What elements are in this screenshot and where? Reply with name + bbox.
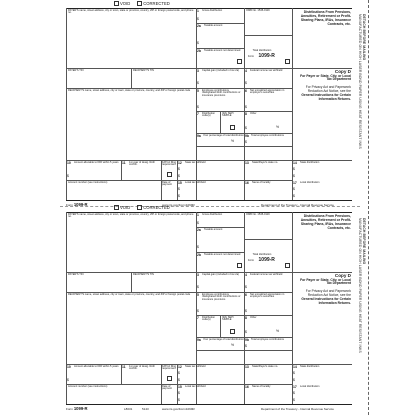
copy-d-subtitle: For Payer or State, City, or Local Tax Department xyxy=(300,73,351,82)
total-distribution-checkbox-2[interactable] xyxy=(285,263,290,268)
box14-label: State distribution xyxy=(300,160,320,164)
corrected-checkbox-2[interactable] xyxy=(137,205,170,210)
footer-dept-2: Department of the Treasury - Internal Revenue Service xyxy=(261,406,334,411)
copy-d-title-2: Copy D xyxy=(334,273,351,278)
box2a-dollar-2: $ xyxy=(197,245,199,249)
footer-form-word-2: Form xyxy=(66,407,73,411)
box2a-label-2: Taxable amount xyxy=(204,228,223,231)
box2a-field[interactable] xyxy=(203,32,243,47)
account-number-label-2: Account number (see instructions) xyxy=(68,384,108,388)
box5-number: 5 xyxy=(197,89,199,93)
payer-name-label: PAYER'S name, street address, city or town, state or province, country, ZIP or foreign postal code, and phone no. xyxy=(68,8,194,15)
box7-ira-checkbox-2[interactable] xyxy=(230,329,235,334)
box6-number-2: 6 xyxy=(245,293,247,297)
box8-percent-2: % xyxy=(276,329,280,333)
box1-label: Gross distribution xyxy=(202,8,223,12)
fatca-checkbox[interactable] xyxy=(167,172,172,177)
box12-dollar-2b: $ xyxy=(178,378,180,382)
general-instructions: General Instructions for Certain Information Returns. xyxy=(301,93,351,102)
box11-label-2: 1st year of desig. Roth contrib. xyxy=(129,364,155,371)
void-checkbox[interactable] xyxy=(114,1,130,6)
box4-dollar: $ xyxy=(245,81,247,85)
box2b-label: Taxable amount not determined xyxy=(204,49,241,52)
total-distribution-checkbox[interactable] xyxy=(285,59,290,64)
box15-dollar-2b: $ xyxy=(178,398,180,402)
box1-dollar-2: $ xyxy=(197,221,199,225)
general-instructions-2: General Instructions for Certain Information Returns. xyxy=(301,297,351,306)
box16-number: 16 xyxy=(245,181,249,185)
box15-number: 15 xyxy=(178,181,182,185)
privacy-note-2: For Privacy Act and Paperwork Reduction Act Notice, see the xyxy=(305,289,351,298)
box12-number-2: 12 xyxy=(178,365,182,369)
total-distribution-label-2: Total distribution xyxy=(252,253,272,256)
box10-dollar-2: $ xyxy=(67,378,69,382)
box14-dollar-1b: $ xyxy=(293,371,295,375)
box12-number: 12 xyxy=(178,161,182,165)
void-label-2: VOID xyxy=(120,205,131,210)
box5-dollar: $ xyxy=(197,105,199,109)
box9a-number: 9a xyxy=(197,134,201,138)
box12-dollar-1b: $ xyxy=(178,371,180,375)
box9a-label-2: Your percentage of total distribution xyxy=(203,337,244,341)
recipient-tin-field[interactable] xyxy=(132,74,195,87)
box7-label: Distribution code(s) xyxy=(202,111,215,118)
box17-dollar-1b: $ xyxy=(293,391,295,395)
detach-perforation xyxy=(368,0,369,415)
box10-label-2: Amount allocable to IRR within 5 years xyxy=(74,364,119,368)
copy-d-block-2 xyxy=(294,273,351,306)
footer-code: L8031 xyxy=(124,406,133,411)
perforation-line xyxy=(60,206,360,207)
side-manufactured-text-2: MANUFACTURED ON HIGH LASER BOND PAPER USING HEAT RESISTANT INKS xyxy=(358,218,362,353)
box9b-dollar-2: $ xyxy=(245,344,247,348)
box13-label-2: State/Payer's state no. xyxy=(252,364,279,368)
form-title-2: Distributions From Pensions, Annuities, Retirement or Profit-Sharing Plans, IRAs, Insurance Contracts, etc. xyxy=(300,214,351,231)
box3-number-2: 3 xyxy=(197,273,199,277)
box9b-number: 9b xyxy=(245,134,249,138)
box2a-number-2: 2a xyxy=(197,228,201,232)
box4-dollar-2: $ xyxy=(245,285,247,289)
box1-dollar: $ xyxy=(197,17,199,21)
box14-number-2: 14 xyxy=(293,365,297,369)
box8-number: 8 xyxy=(245,112,247,116)
box13-label: State/Payer's state no. xyxy=(252,160,279,164)
box17-label: Local distribution xyxy=(300,180,320,184)
box2b-checkbox-2[interactable] xyxy=(237,263,242,268)
recipient-name-label: RECIPIENT'S name, street address, city or town, state or province, country, and ZIP or foreign postal code xyxy=(68,88,191,92)
box13-number: 13 xyxy=(245,161,249,165)
box10-number-2: 10 xyxy=(67,365,71,369)
corrected-checkbox[interactable] xyxy=(137,1,170,6)
box2b-number-2: 2b xyxy=(197,253,201,257)
recipient-tin-label: RECIPIENT'S TIN xyxy=(133,68,154,72)
box3-dollar-2: $ xyxy=(197,285,199,289)
corrected-label-2: CORRECTED xyxy=(143,205,170,210)
box4-number-2: 4 xyxy=(245,273,247,277)
box7-label-2: Distribution code(s) xyxy=(202,315,215,322)
omb-number: OMB No. 1545-0119 xyxy=(246,8,270,12)
footer-form-name: 1099-R xyxy=(73,202,88,207)
box17-number-2: 17 xyxy=(293,385,297,389)
box7-number: 7 xyxy=(197,112,199,116)
box2b-number: 2b xyxy=(197,49,201,53)
payer-tin-label-2: PAYER'S TIN xyxy=(68,272,84,276)
copy-d-title: Copy D xyxy=(334,69,351,74)
copy-d-block xyxy=(294,69,351,102)
box7-ira-label: IRA/ SEP/ SIMPLE xyxy=(222,111,234,118)
box6-number: 6 xyxy=(245,89,247,93)
box7-ira-label-2: IRA/ SEP/ SIMPLE xyxy=(222,315,234,322)
footer-dept: Department of the Treasury - Internal Revenue Service xyxy=(261,202,334,207)
box9a-number-2: 9a xyxy=(197,338,201,342)
box9a-percent: % xyxy=(231,139,235,143)
box17-dollar-2: $ xyxy=(293,194,295,198)
box16-number-2: 16 xyxy=(245,385,249,389)
box7-ira-checkbox[interactable] xyxy=(230,125,235,130)
box15-number-2: 15 xyxy=(178,385,182,389)
box8-label-2: Other xyxy=(250,315,257,319)
box16-label-2: Name of locality xyxy=(252,384,271,388)
date-of-payment-label-2: Date of payment xyxy=(162,384,172,391)
box7-number-2: 7 xyxy=(197,316,199,320)
box17-label-2: Local distribution xyxy=(300,384,320,388)
void-corrected-row-2 xyxy=(114,205,170,210)
footer-cat: 5143 xyxy=(142,406,149,411)
box15-label: Local tax withheld xyxy=(185,180,206,184)
form-copy-top xyxy=(66,1,352,207)
box8-dollar: $ xyxy=(245,126,247,130)
form-id-bottom xyxy=(248,248,275,266)
form-title: Distributions From Pensions, Annuities, Retirement or Profit-Sharing Plans, IRAs, Insurance Contracts, etc. xyxy=(300,10,351,27)
side-detach-text: DETACH BEFORE MAILING xyxy=(362,14,366,61)
box12-dollar-2: $ xyxy=(178,174,180,178)
fatca-label: FATCA filing requirement xyxy=(162,160,177,167)
box14-label-2: State distribution xyxy=(300,364,320,368)
form-copy-bottom xyxy=(66,205,352,411)
box6-dollar: $ xyxy=(245,105,247,109)
box15-label-2: Local tax withheld xyxy=(185,384,206,388)
box3-label-2: Capital gain (included in box 2a) xyxy=(202,272,240,276)
payer-tin-label: PAYER'S TIN xyxy=(68,68,84,72)
box3-label: Capital gain (included in box 2a) xyxy=(202,68,240,72)
box17-dollar-2b: $ xyxy=(293,398,295,402)
form-id-top xyxy=(248,44,275,62)
box13-number-2: 13 xyxy=(245,365,249,369)
box5-number-2: 5 xyxy=(197,293,199,297)
box6-dollar-2: $ xyxy=(245,309,247,313)
box8-number-2: 8 xyxy=(245,316,247,320)
box4-label-2: Federal income tax withheld xyxy=(250,272,283,276)
footer-form-word: Form xyxy=(66,203,73,207)
box11-number: 11 xyxy=(122,161,126,165)
void-corrected-row xyxy=(114,1,170,6)
account-number-field[interactable] xyxy=(67,186,160,199)
fatca-label-2: FATCA filing requirement xyxy=(162,364,177,371)
box5-label-2: Employee contributions /Designated Roth contributions or insurance premiums xyxy=(202,292,241,302)
box11-number-2: 11 xyxy=(122,365,126,369)
form-word: Form xyxy=(248,55,255,58)
box3-number: 3 xyxy=(197,69,199,73)
box5-dollar-2: $ xyxy=(197,309,199,313)
box10-dollar: $ xyxy=(67,174,69,178)
box6-label: Net unrealized appreciation in employer's securities xyxy=(250,88,285,95)
recipient-name-label-2: RECIPIENT'S name, street address, city or town, state or province, country, and ZIP or foreign postal code xyxy=(68,292,191,296)
box14-number: 14 xyxy=(293,161,297,165)
corrected-label: CORRECTED xyxy=(143,1,170,6)
footer-form-name-2: 1099-R xyxy=(73,406,88,411)
recipient-tin-label-2: RECIPIENT'S TIN xyxy=(133,272,154,276)
box5-label: Employee contributions /Designated Roth contributions or insurance premiums xyxy=(202,88,241,98)
box15-dollar-1: $ xyxy=(178,187,180,191)
box12-label-2: State tax withheld xyxy=(185,364,206,368)
date-of-payment-label: Date of payment xyxy=(162,180,172,187)
total-distribution-label: Total distribution xyxy=(252,49,272,52)
box1-field[interactable] xyxy=(203,15,243,22)
box2b-label-2: Taxable amount not determined xyxy=(204,253,241,256)
payer-tin-field[interactable] xyxy=(67,74,130,87)
side-detach-text-2: DETACH BEFORE MAILING xyxy=(362,218,366,265)
box4-number: 4 xyxy=(245,69,247,73)
box12-dollar-1: $ xyxy=(178,167,180,171)
copy-d-subtitle-2: For Payer or State, City, or Local Tax Department xyxy=(300,277,351,286)
footer-url-2: www.irs.gov/Form1099R xyxy=(162,406,195,411)
box17-number: 17 xyxy=(293,181,297,185)
box10-number: 10 xyxy=(67,161,71,165)
box16-label: Name of locality xyxy=(252,180,271,184)
privacy-note: For Privacy Act and Paperwork Reduction Act Notice, see the xyxy=(305,85,351,94)
box9b-label-2: Total employee contributions xyxy=(251,337,284,341)
form-name-label-2: 1099-R xyxy=(258,257,275,263)
box1-label-2: Gross distribution xyxy=(202,212,223,216)
void-checkbox-2[interactable] xyxy=(114,205,130,210)
box14-dollar-1: $ xyxy=(293,167,295,171)
fatca-checkbox-2[interactable] xyxy=(167,376,172,381)
box2a-label: Taxable amount xyxy=(204,24,223,27)
box2a-dollar: $ xyxy=(197,41,199,45)
payer-name-field-2[interactable] xyxy=(67,220,195,271)
box9a-percent-2: % xyxy=(231,343,235,347)
side-manufactured-text: MANUFACTURED ON HIGH LASER BOND PAPER USING HEAT RESISTANT INKS xyxy=(358,14,362,149)
box2b-checkbox[interactable] xyxy=(237,59,242,64)
footer-url: www.irs.gov/Form1099R xyxy=(162,202,195,207)
box9b-dollar: $ xyxy=(245,140,247,144)
box1-number-2: 1 xyxy=(197,213,199,217)
box8-percent: % xyxy=(276,125,280,129)
box9b-label: Total employee contributions xyxy=(251,133,284,137)
box11-label: 1st year of desig. Roth contrib. xyxy=(129,160,155,167)
box14-dollar-2b: $ xyxy=(293,378,295,382)
payer-name-field[interactable] xyxy=(67,16,195,67)
box4-label: Federal income tax withheld xyxy=(250,68,283,72)
box9b-number-2: 9b xyxy=(245,338,249,342)
box15-dollar-1b: $ xyxy=(178,391,180,395)
box8-dollar-2: $ xyxy=(245,330,247,334)
form-name-label: 1099-R xyxy=(258,53,275,59)
account-number-label: Account number (see instructions) xyxy=(68,180,108,184)
box10-label: Amount allocable to IRR within 5 years xyxy=(74,160,119,164)
recipient-name-field[interactable] xyxy=(67,95,195,159)
box17-dollar-1: $ xyxy=(293,187,295,191)
omb-number-2: OMB No. 1545-0119 xyxy=(246,212,270,216)
box14-dollar-2: $ xyxy=(293,174,295,178)
void-label: VOID xyxy=(120,1,131,6)
box9a-label: Your percentage of total distribution xyxy=(203,133,244,137)
box8-label: Other xyxy=(250,111,257,115)
box3-dollar: $ xyxy=(197,81,199,85)
box12-label: State tax withheld xyxy=(185,160,206,164)
box1-number: 1 xyxy=(197,9,199,13)
box15-dollar-2: $ xyxy=(178,194,180,198)
box6-label-2: Net unrealized appreciation in employer's securities xyxy=(250,292,285,299)
box2a-number: 2a xyxy=(197,24,201,28)
payer-name-label-2: PAYER'S name, street address, city or town, state or province, country, ZIP or foreign postal code, and phone no. xyxy=(68,212,194,219)
footer-form-id-2 xyxy=(66,406,88,411)
form-word-2: Form xyxy=(248,259,255,262)
